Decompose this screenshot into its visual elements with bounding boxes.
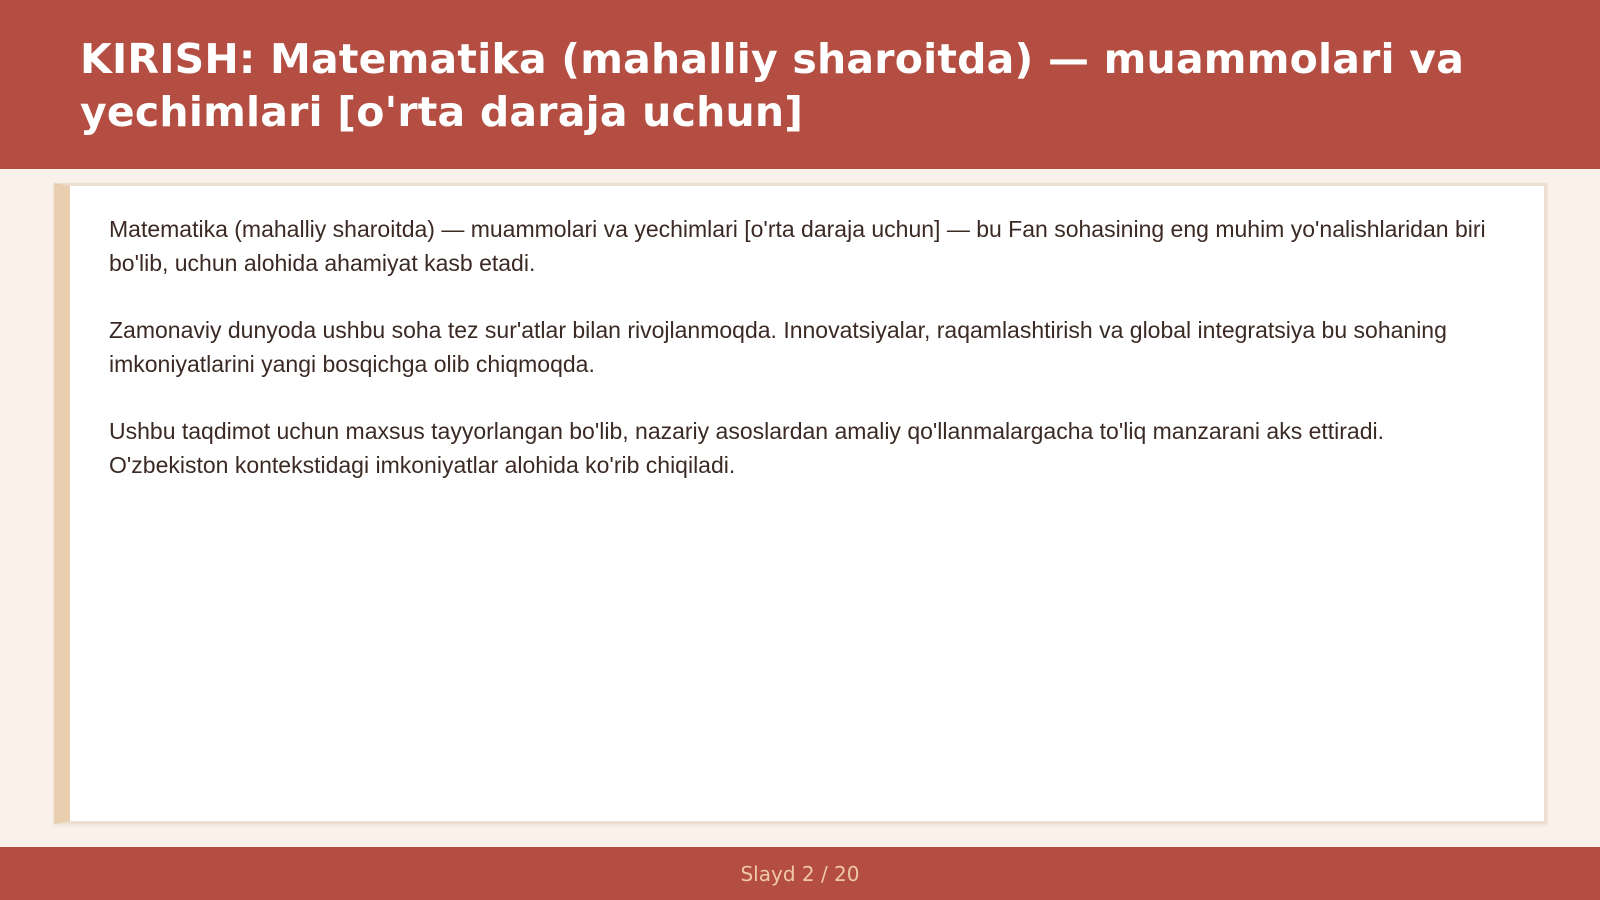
intro-paragraph: Matematika (mahalliy sharoitda) — muammolari va yechimlari [o'rta daraja uchun] — bu Fan sohasining eng muhim yo'nalishlaridan biri bo'lib, uchun alohida ahamiyat kasb etadi. — [109, 216, 1486, 276]
slide-footer — [0, 847, 1600, 900]
slide-number: Slayd 2 / 20 — [740, 862, 860, 886]
slide-title: KIRISH: Matematika (mahalliy sharoitda) — muammolari va yechimlari [o'rta daraja uchun] — [80, 35, 1465, 136]
content-card — [54, 183, 1547, 824]
presentation-purpose-paragraph: Ushbu taqdimot uchun maxsus tayyorlangan bo'lib, nazariy asoslardan amaliy qo'llanmalargacha to'liq manzarani aks ettiradi. O'zbekiston kontekstidagi imkoniyatlar alohida ko'rib chiqiladi. — [109, 418, 1385, 478]
modern-world-paragraph: Zamonaviy dunyoda ushbu soha tez sur'atlar bilan rivojlanmoqda. Innovatsiyalar, raqamlashtirish va global integratsiya bu sohaning imkoniyatlarini yangi bosqichga olib chiqmoqda. — [109, 317, 1447, 377]
content-paragraphs — [109, 212, 1509, 515]
slide-header — [0, 0, 1600, 169]
